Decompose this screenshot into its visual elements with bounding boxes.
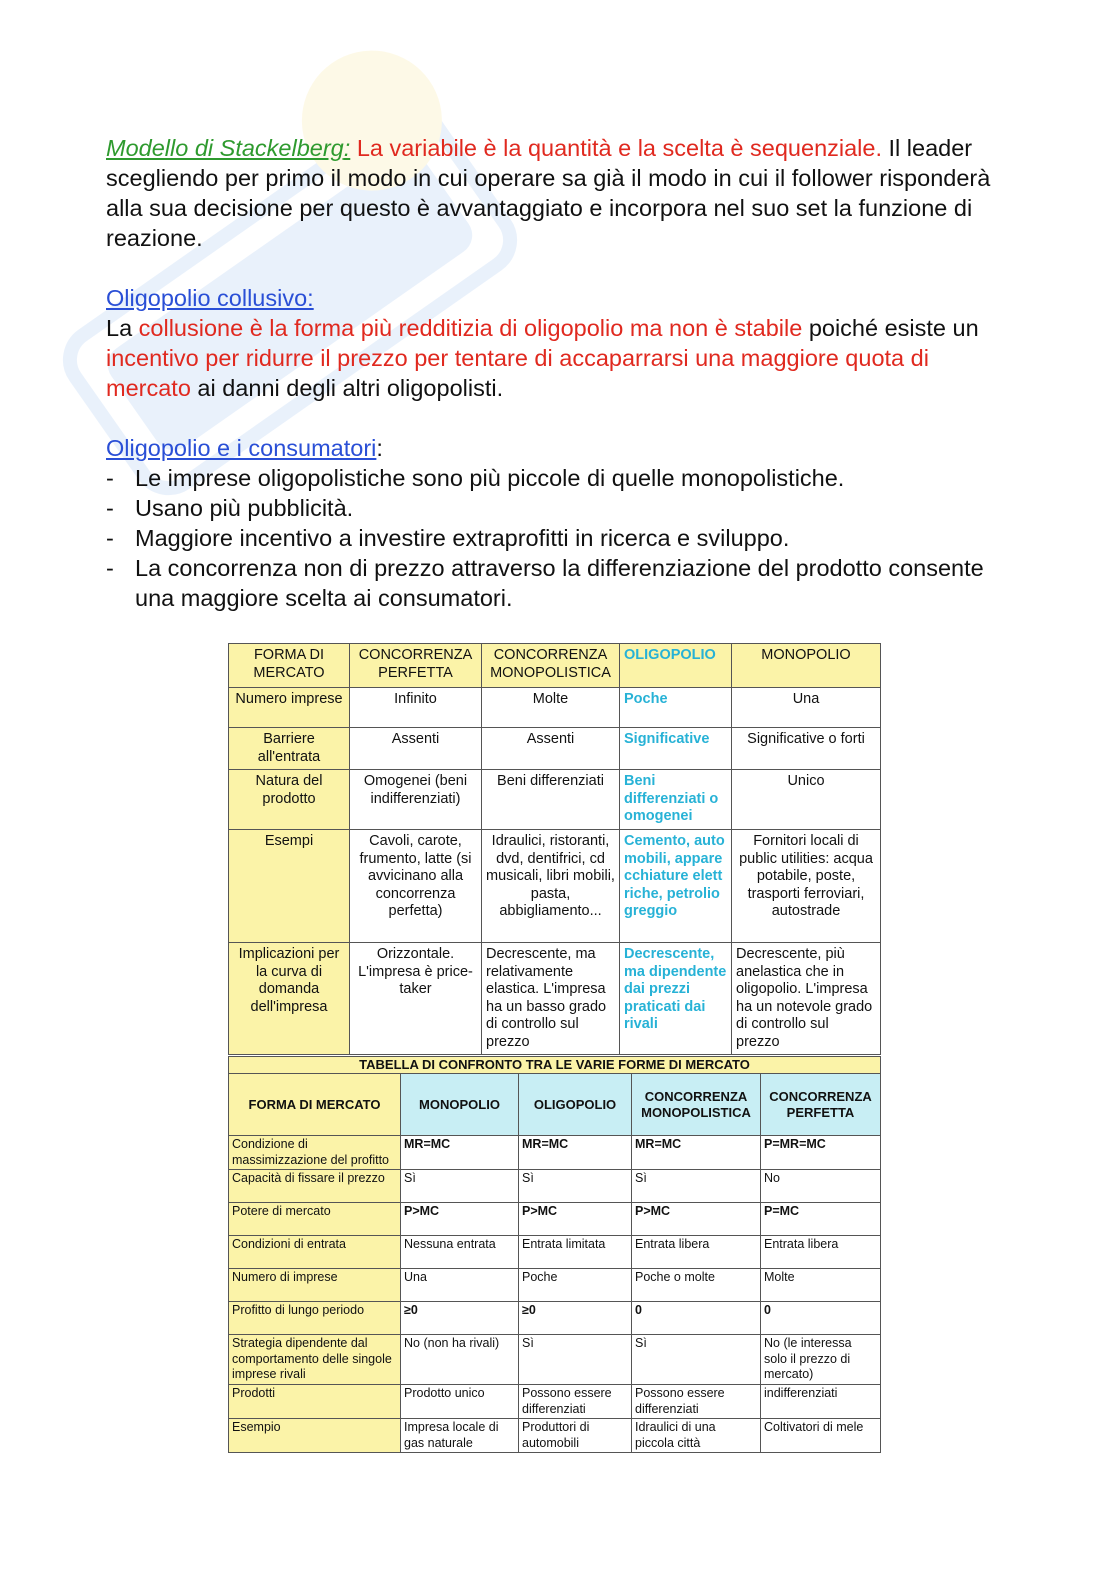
header-cell: CONCORRENZA PERFETTA — [761, 1074, 881, 1136]
table-cell: Orizzontale. L'impresa è price-taker — [350, 943, 482, 1055]
table-cell: Fornitori locali di public utilities: acqua potabile, poste, trasporti ferroviari, autostrade — [732, 830, 881, 943]
table-row — [229, 943, 881, 1055]
table-cell: Assenti — [482, 728, 620, 770]
table-cell: Sì — [519, 1170, 632, 1203]
header-cell: OLIGOPOLIO — [519, 1074, 632, 1136]
header-cell: OLIGOPOLIO — [620, 644, 732, 688]
row-label: Esempio — [229, 1419, 401, 1453]
table-title-row — [229, 1057, 881, 1074]
table-cell: Entrata libera — [761, 1236, 881, 1269]
list-item: - Maggiore incentivo a investire extraprofitti in ricerca e sviluppo. — [106, 523, 1006, 553]
table-cell: Sì — [632, 1335, 761, 1385]
table-row — [229, 1302, 881, 1335]
document-text — [106, 133, 1006, 613]
row-label: Prodotti — [229, 1385, 401, 1419]
consumatori-title: Oligopolio e i consumatori — [106, 435, 377, 461]
table-cell: No — [761, 1170, 881, 1203]
collusivo-title: Oligopolio collusivo: — [106, 285, 314, 311]
row-label: Natura del prodotto — [229, 770, 350, 830]
row-label: Condizioni di entrata — [229, 1236, 401, 1269]
table-cell: Nessuna entrata — [401, 1236, 519, 1269]
table-cell: Omogenei (beni indifferenziati) — [350, 770, 482, 830]
table-cell: Entrata libera — [632, 1236, 761, 1269]
table-row — [229, 1203, 881, 1236]
table-row — [229, 1385, 881, 1419]
collusivo-heading — [106, 283, 1006, 313]
table-row — [229, 830, 881, 943]
row-label: Capacità di fissare il prezzo — [229, 1170, 401, 1203]
table-title: TABELLA DI CONFRONTO TRA LE VARIE FORME DI MERCATO — [229, 1057, 881, 1074]
table-header-row — [229, 1074, 881, 1136]
row-label: Numero di imprese — [229, 1269, 401, 1302]
table-cell: Entrata limitata — [519, 1236, 632, 1269]
row-label: Esempi — [229, 830, 350, 943]
table-cell: Una — [732, 688, 881, 728]
row-label: Numero imprese — [229, 688, 350, 728]
stackelberg-highlight: La variabile è la quantità e la scelta è sequenziale. — [356, 135, 882, 161]
row-label: Profitto di lungo periodo — [229, 1302, 401, 1335]
table-header-row — [229, 644, 881, 688]
consumatori-colon: : — [376, 435, 383, 461]
table-cell: Possono essere differenziati — [632, 1385, 761, 1419]
table-cell: Decrescente, più anelastica che in oligopolio. L'impresa ha un notevole grado di controllo sul prezzo — [732, 943, 881, 1055]
table-cell: ≥0 — [519, 1302, 632, 1335]
table-cell: Assenti — [350, 728, 482, 770]
list-item: - Le imprese oligopolistiche sono più piccole di quelle monopolistiche. — [106, 463, 1006, 493]
header-cell: CONCORRENZA PERFETTA — [350, 644, 482, 688]
collusivo-highlight-1: collusione è la forma più redditizia di oligopolio ma non è stabile — [138, 315, 803, 341]
collusivo-text-3: ai danni degli altri oligopolisti. — [190, 375, 504, 401]
header-cell: MONOPOLIO — [401, 1074, 519, 1136]
header-cell: CONCORRENZA MONOPOLISTICA — [632, 1074, 761, 1136]
collusivo-paragraph — [106, 313, 1006, 403]
stackelberg-body: Il leader scegliendo per primo il modo in cui operare sa già il modo in cui il follower risponderà alla sua decisione per questo è avvantaggiato e incorpora nel suo set la funzione di reazione. — [106, 135, 991, 251]
table-row — [229, 1269, 881, 1302]
collusivo-text-1: La — [106, 315, 139, 341]
table-cell: Cavoli, carote, frumento, latte (si avvicinano alla concorrenza perfetta) — [350, 830, 482, 943]
table-row — [229, 1419, 881, 1453]
list-item: - La concorrenza non di prezzo attraverso la differenziazione del prodotto consente una maggiore scelta ai consumatori. — [106, 553, 1006, 613]
stackelberg-paragraph — [106, 133, 1006, 253]
header-cell: FORMA DI MERCATO — [229, 644, 350, 688]
table-cell: MR=MC — [632, 1136, 761, 1170]
row-label: Barriere all'entrata — [229, 728, 350, 770]
table-cell: P=MR=MC — [761, 1136, 881, 1170]
table-cell: Prodotto unico — [401, 1385, 519, 1419]
consumatori-heading — [106, 433, 1006, 463]
table-cell: Sì — [632, 1170, 761, 1203]
table-cell: Idraulici di una piccola città — [632, 1419, 761, 1453]
table-cell: Sì — [519, 1335, 632, 1385]
list-item: - Usano più pubblicità. — [106, 493, 1006, 523]
table-cell: Unico — [732, 770, 881, 830]
row-label: Condizione di massimizzazione del profitto — [229, 1136, 401, 1170]
table-cell: MR=MC — [401, 1136, 519, 1170]
stackelberg-title: Modello di Stackelberg — [106, 135, 344, 161]
table-cell: Beni differenziati — [482, 770, 620, 830]
table-cell: Decrescente, ma dipendente dai prezzi praticati dai rivali — [620, 943, 732, 1055]
table-cell: Molte — [482, 688, 620, 728]
table-cell: indifferenziati — [761, 1385, 881, 1419]
table-cell: Una — [401, 1269, 519, 1302]
row-label: Potere di mercato — [229, 1203, 401, 1236]
table-cell: 0 — [761, 1302, 881, 1335]
table-cell: Significative — [620, 728, 732, 770]
table-cell: MR=MC — [519, 1136, 632, 1170]
stackelberg-colon: : — [343, 135, 351, 161]
header-cell: FORMA DI MERCATO — [229, 1074, 401, 1136]
table-cell: Produttori di automobili — [519, 1419, 632, 1453]
table-cell: Decrescente, ma relativamente elastica. L'impresa ha un basso grado di controllo sul prezzo — [482, 943, 620, 1055]
table-row — [229, 1136, 881, 1170]
table-row — [229, 1170, 881, 1203]
table-cell: Molte — [761, 1269, 881, 1302]
table-cell: Poche — [519, 1269, 632, 1302]
table-cell: Infinito — [350, 688, 482, 728]
row-label: Implicazioni per la curva di domanda dell'impresa — [229, 943, 350, 1055]
table-cell: No (non ha rivali) — [401, 1335, 519, 1385]
table-row — [229, 1236, 881, 1269]
table-cell: 0 — [632, 1302, 761, 1335]
row-label: Strategia dipendente dal comportamento delle singole imprese rivali — [229, 1335, 401, 1385]
table-row — [229, 1335, 881, 1385]
table-cell: ≥0 — [401, 1302, 519, 1335]
table-cell: Poche o molte — [632, 1269, 761, 1302]
table-row — [229, 728, 881, 770]
table-row — [229, 688, 881, 728]
table-cell: Sì — [401, 1170, 519, 1203]
header-cell: CONCORRENZA MONOPOLISTICA — [482, 644, 620, 688]
collusivo-highlight-2: incentivo per ridurre il prezzo per tentare di accaparrarsi una maggiore quota di mercato — [106, 345, 929, 401]
consumatori-list — [106, 463, 1006, 613]
table-cell: P>MC — [632, 1203, 761, 1236]
table-cell: Idraulici, ristoranti, dvd, dentifrici, cd musicali, libri mobili, pasta, abbigliamento... — [482, 830, 620, 943]
table-cell: Possono essere differenziati — [519, 1385, 632, 1419]
table-cell: P=MC — [761, 1203, 881, 1236]
table-row — [229, 770, 881, 830]
table-cell: Impresa locale di gas naturale — [401, 1419, 519, 1453]
table-cell: Cemento, automobili, apparecchiature elettriche, petrolio greggio — [620, 830, 732, 943]
table-cell: Significative o forti — [732, 728, 881, 770]
table-cell: P>MC — [401, 1203, 519, 1236]
collusivo-text-2: poiché esiste un — [802, 315, 979, 341]
market-forms-table — [228, 643, 881, 1055]
header-cell: MONOPOLIO — [732, 644, 881, 688]
table-cell: Coltivatori di mele — [761, 1419, 881, 1453]
table-cell: No (le interessa solo il prezzo di mercato) — [761, 1335, 881, 1385]
table-cell: Poche — [620, 688, 732, 728]
table-cell: P>MC — [519, 1203, 632, 1236]
table-cell: Beni differenziati o omogenei — [620, 770, 732, 830]
comparison-table — [228, 1056, 881, 1453]
